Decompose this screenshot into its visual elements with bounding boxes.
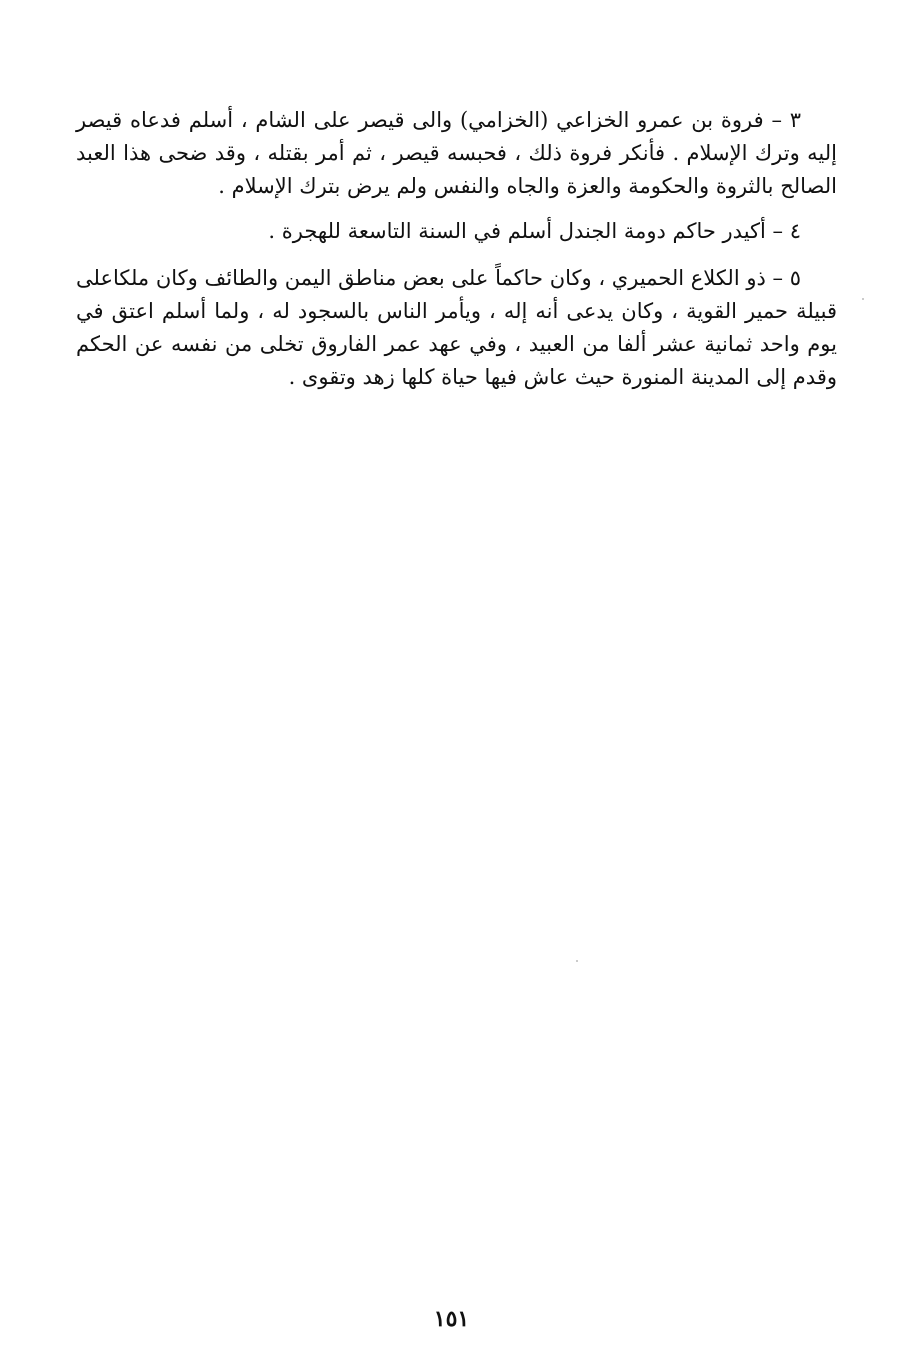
scan-speck	[576, 960, 578, 962]
paragraph-item-3: ٣ – فروة بن عمرو الخزاعي (الخزامي) والى قيصر على الشام ، أسلم فدعاه قيصر إليه وترك الإسلام . فأنكر فروة ذلك ، فحبسه قيصر ، ثم أمر بقتله ، وقد ضحى هذا العبد الصالح بالثروة والحكومة والعزة والجاه والنفس ولم يرض بترك الإسلام .	[76, 108, 837, 198]
page-body	[76, 104, 837, 406]
paragraph-item-5: ٥ – ذو الكلاع الحميري ، وكان حاكماً على بعض مناطق اليمن والطائف وكان ملكاعلى قبيلة حمير القوية ، وكان يدعى أنه إله ، ويأمر الناس بالسجود له ، ولما أسلم اعتق في يوم واحد ثمانية عشر ألفا من العبيد ، وفي عهد عمر الفاروق تخلى من نفسه عن الحكم وقدم إلى المدينة المنورة حيث عاش فيها حياة كلها زهد وتقوى .	[76, 266, 837, 389]
paragraph-item-4: ٤ – أكيدر حاكم دومة الجندل أسلم في السنة التاسعة للهجرة .	[268, 219, 801, 243]
page-number: ١٥١	[433, 1306, 470, 1332]
scan-speck	[862, 298, 864, 300]
